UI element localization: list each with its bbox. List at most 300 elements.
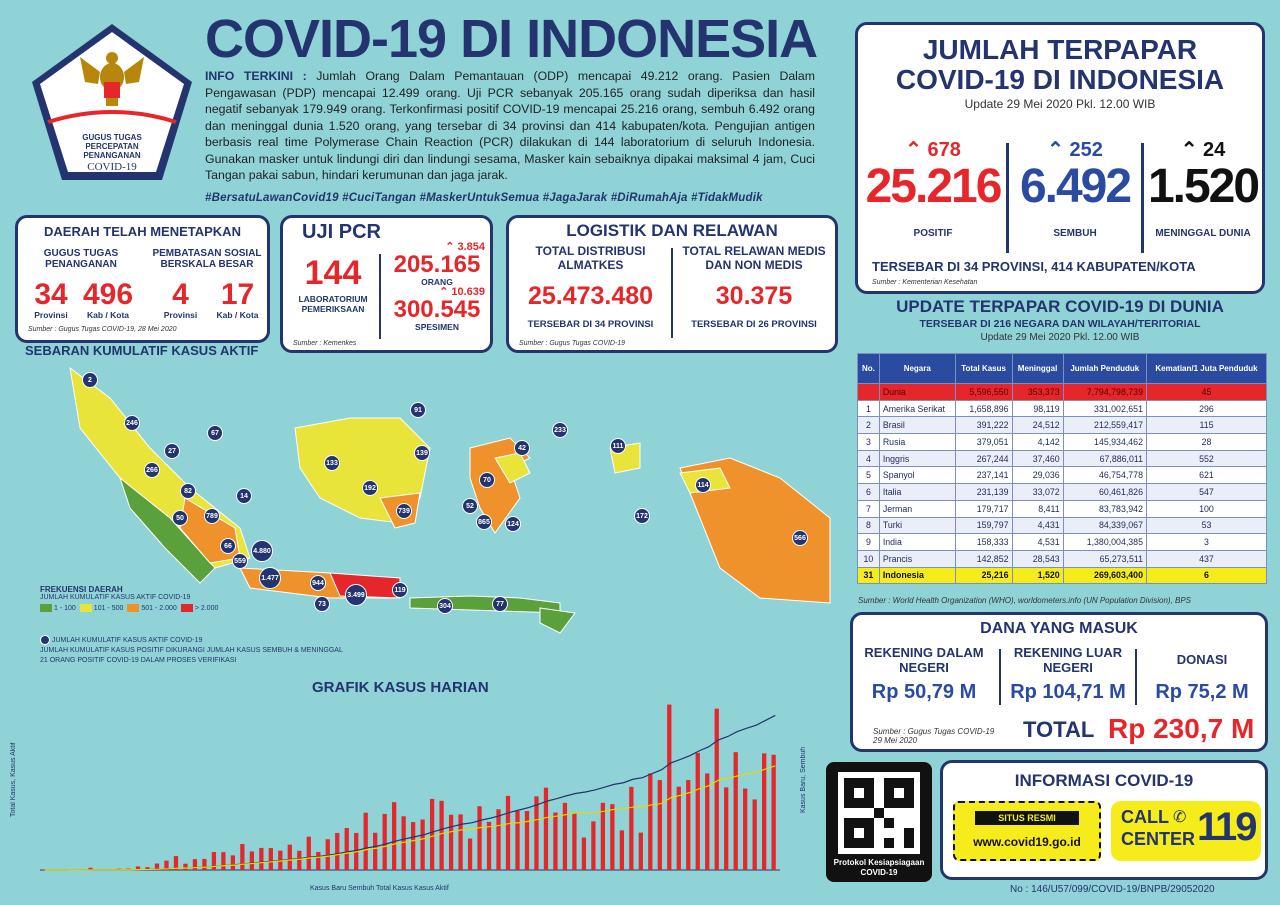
bar-kasus-baru	[345, 828, 349, 870]
map-note-2: 21 ORANG POSITIF COVID-19 DALAM PROSES VERIFIKASI	[40, 656, 237, 664]
info-card	[940, 760, 1268, 880]
bar-kasus-baru	[544, 788, 548, 870]
summary-title-2: COVID-19 DI INDONESIA	[895, 64, 1225, 95]
line-kasus-aktif	[45, 766, 776, 870]
logistik-source: Sumber : Gugus Tugas COVID-19	[519, 340, 626, 347]
daerah-stat-4	[210, 280, 265, 320]
world-title: UPDATE TERPAPAR COVID-19 DI DUNIA	[896, 297, 1224, 316]
bar-kasus-baru	[364, 813, 368, 870]
spread-text: TERSEBAR DI 34 PROVINSI, 414 KABUPATEN/KOTA	[872, 259, 1196, 274]
table-row	[858, 417, 1267, 434]
positif-delta: 678	[927, 139, 961, 161]
table-cell: 547	[1146, 484, 1266, 501]
case-bubble: 4.880	[251, 540, 273, 562]
dana-h3: DONASI	[1176, 652, 1228, 667]
case-bubble: 114	[695, 477, 711, 493]
bar-kasus-baru	[221, 852, 225, 870]
table-cell: 1,520	[1012, 567, 1063, 584]
meninggal-value: 1.520	[1147, 160, 1259, 213]
almatkes-block	[513, 244, 668, 330]
bar-kasus-baru	[193, 859, 197, 870]
bar-kasus-baru	[658, 780, 662, 870]
daerah-card	[15, 215, 270, 343]
daerah-unit-2: Kab / Kota	[86, 310, 130, 320]
situs-label: SITUS RESMI	[975, 811, 1079, 825]
table-cell: 100	[1146, 500, 1266, 517]
situs-resmi-link[interactable]	[953, 801, 1101, 861]
table-cell: 7,794,798,739	[1063, 384, 1146, 401]
table-cell: 6	[1146, 567, 1266, 584]
table-cell: 5	[858, 467, 880, 484]
divider	[379, 254, 381, 339]
bubble-legend: JUMLAH KUMULATIF KASUS AKTIF COVID-19	[51, 636, 203, 644]
labs-value: 144	[304, 254, 362, 292]
table-cell: 353,373	[1012, 384, 1063, 401]
qr-card[interactable]	[826, 762, 932, 882]
table-cell: 4,142	[1012, 434, 1063, 451]
almatkes-value: 25.473.480	[527, 282, 654, 310]
pcr-orang-label: ORANG	[421, 277, 453, 287]
doc-number: No : 146/U57/099/COVID-19/BNPB/29052020	[1010, 884, 1215, 895]
table-cell: 25,216	[955, 567, 1012, 584]
positif-label: POSITIF	[913, 228, 953, 239]
bar-kasus-baru	[383, 814, 387, 870]
table-header: Negara	[879, 354, 955, 384]
qr-caption: Protokol Kesiapsiagaan COVID-19	[833, 858, 925, 877]
bar-kasus-baru	[743, 789, 747, 870]
table-cell: 45	[1146, 384, 1266, 401]
qr-code-icon	[838, 772, 920, 854]
logistik-title: LOGISTIK DAN RELAWAN	[566, 221, 778, 240]
table-cell: 159,797	[955, 517, 1012, 534]
bar-kasus-baru	[487, 822, 491, 870]
case-bubble: 1.477	[259, 567, 281, 589]
table-cell: 552	[1146, 450, 1266, 467]
table-cell: 28	[1146, 434, 1266, 451]
hashtags: #BersatuLawanCovid19 #CuciTangan #MaskerUntukSemua #JagaJarak #DiRumahAja #TidakMudik	[205, 192, 763, 204]
case-bubble: 3.499	[345, 584, 367, 606]
call-number: 119	[1197, 805, 1256, 849]
bar-kasus-baru	[307, 837, 311, 870]
world-table-header	[858, 354, 1267, 384]
case-bubble: 233	[552, 422, 568, 438]
bubble-icon	[40, 635, 50, 645]
legend-items	[40, 604, 270, 612]
bar-kasus-baru	[572, 813, 576, 870]
table-cell: 179,717	[955, 500, 1012, 517]
daerah-value-2: 496	[82, 278, 134, 311]
table-cell: 9	[858, 534, 880, 551]
bar-kasus-baru	[496, 809, 500, 870]
legend-label: 501 - 2.000	[141, 604, 177, 612]
table-cell: 437	[1146, 550, 1266, 567]
meninggal-label: MENINGGAL DUNIA	[1155, 228, 1251, 239]
relawan-block	[675, 244, 833, 330]
table-cell: 115	[1146, 417, 1266, 434]
table-cell: Rusia	[879, 434, 955, 451]
bar-kasus-baru	[525, 811, 529, 870]
case-bubble: 70	[479, 472, 495, 488]
info-label: INFO TERKINI :	[205, 69, 307, 83]
table-row	[858, 484, 1267, 501]
labs-block	[287, 256, 379, 314]
table-cell: 84,339,067	[1063, 517, 1146, 534]
case-bubble: 111	[610, 438, 626, 454]
bar-kasus-baru	[563, 803, 567, 870]
table-cell: 24,512	[1012, 417, 1063, 434]
meninggal-block	[1144, 137, 1262, 239]
svg-text:PERCEPATAN: PERCEPATAN	[85, 142, 139, 151]
bar-kasus-baru	[250, 851, 254, 870]
world-table	[857, 353, 1267, 584]
table-cell: 237,141	[955, 467, 1012, 484]
bar-kasus-baru	[734, 752, 738, 870]
summary-card	[855, 22, 1265, 294]
psbb-label: PEMBATASAN SOSIAL BERSKALA BESAR	[152, 248, 262, 270]
case-bubble: 246	[124, 415, 140, 431]
bar-kasus-baru	[629, 787, 633, 870]
table-cell: India	[879, 534, 955, 551]
table-cell: 5,596,550	[955, 384, 1012, 401]
daerah-source: Sumber : Gugus Tugas COVID-19, 28 Mei 2020	[28, 326, 177, 333]
case-bubble: 119	[392, 582, 408, 598]
bar-kasus-baru	[648, 773, 652, 870]
table-cell: 6	[858, 484, 880, 501]
table-cell: 1,380,004,385	[1063, 534, 1146, 551]
table-row	[858, 450, 1267, 467]
world-update: Update 29 Mei 2020 Pkl. 12.00 WIB	[980, 332, 1140, 343]
table-cell: 379,051	[955, 434, 1012, 451]
total-label: TOTAL	[1023, 717, 1095, 742]
case-bubble: 91	[410, 402, 426, 418]
bar-kasus-baru	[468, 839, 472, 870]
table-header: Total Kasus	[955, 354, 1012, 384]
sembuh-delta: 252	[1069, 139, 1103, 161]
pcr-spesimen-label: SPESIMEN	[415, 322, 459, 332]
table-cell: 4,431	[1012, 517, 1063, 534]
bar-kasus-baru	[202, 859, 206, 870]
table-row	[858, 500, 1267, 517]
pcr-title: UJI PCR	[302, 221, 381, 243]
table-cell: 1	[858, 400, 880, 417]
map-legend	[40, 585, 270, 612]
case-bubble: 42	[514, 440, 530, 456]
table-cell: 8	[858, 517, 880, 534]
case-bubble: 67	[207, 425, 223, 441]
table-row	[858, 534, 1267, 551]
case-bubble: 50	[172, 510, 188, 526]
case-bubble: 139	[414, 445, 430, 461]
dana-v2: Rp 104,71 M	[1010, 681, 1126, 703]
bar-kasus-baru	[183, 864, 187, 870]
legend-label: 101 - 500	[93, 604, 124, 612]
sembuh-block	[1010, 137, 1140, 239]
dana-title: DANA YANG MASUK	[980, 620, 1138, 637]
daerah-stat-1	[26, 280, 76, 320]
table-cell: 31	[858, 567, 880, 584]
case-bubble: 304	[437, 598, 453, 614]
bar-kasus-baru	[506, 796, 510, 870]
bar-kasus-baru	[715, 709, 719, 870]
table-cell: 145,934,462	[1063, 434, 1146, 451]
table-cell	[858, 384, 880, 401]
table-cell: 231,139	[955, 484, 1012, 501]
bar-kasus-baru	[515, 811, 519, 870]
case-bubble: 192	[362, 480, 378, 496]
bar-kasus-baru	[316, 852, 320, 870]
bar-kasus-baru	[269, 848, 273, 870]
bar-kasus-baru	[601, 803, 605, 870]
case-bubble: 52	[462, 498, 478, 514]
relawan-value: 30.375	[715, 282, 793, 310]
call-label: CALL	[1121, 807, 1169, 827]
chart-title: GRAFIK KASUS HARIAN	[312, 679, 489, 696]
info-terkini	[205, 68, 815, 184]
table-cell: 28,543	[1012, 550, 1063, 567]
table-cell: 33,072	[1012, 484, 1063, 501]
pcr-card	[280, 215, 493, 353]
divider	[999, 649, 1001, 705]
daily-chart	[10, 695, 815, 900]
summary-source: Sumber : Kementerian Kesehatan	[872, 279, 978, 286]
indonesia-map	[0, 358, 850, 658]
case-bubble: 82	[180, 483, 196, 499]
bar-kasus-baru	[439, 801, 443, 870]
legend-item	[127, 604, 176, 612]
dana-source: Sumber : Gugus Tugas COVID-19 29 Mei 2020	[873, 727, 995, 745]
bar-kasus-baru	[677, 787, 681, 870]
table-cell: 158,333	[955, 534, 1012, 551]
legend-label: 1 - 100	[54, 604, 76, 612]
daerah-title: DAERAH TELAH MENETAPKAN	[44, 224, 241, 239]
meninggal-delta: 24	[1203, 139, 1226, 161]
table-row	[858, 434, 1267, 451]
table-cell: 98,119	[1012, 400, 1063, 417]
logistik-card	[506, 215, 838, 353]
bar-kasus-baru	[639, 833, 643, 870]
table-cell: 621	[1146, 467, 1266, 484]
case-bubble: 559	[232, 553, 248, 569]
up-arrow-icon: ⌃	[1180, 139, 1198, 161]
table-cell: 8,411	[1012, 500, 1063, 517]
chart-legend: Kasus Baru Sembuh Total Kasus Kasus Aktif	[310, 885, 449, 892]
table-cell: 37,460	[1012, 450, 1063, 467]
gugus-tugas-logo	[30, 22, 195, 182]
case-bubble: 124	[505, 516, 521, 532]
case-bubble: 789	[204, 508, 220, 524]
table-cell: 4,531	[1012, 534, 1063, 551]
positif-value: 25.216	[865, 160, 1001, 213]
bar-kasus-baru	[553, 813, 557, 870]
bar-kasus-baru	[477, 806, 481, 870]
summary-update: Update 29 Mei 2020 Pkl. 12.00 WIB	[964, 97, 1156, 111]
table-cell: 391,222	[955, 417, 1012, 434]
table-cell: 60,461,826	[1063, 484, 1146, 501]
almatkes-footer: TERSEBAR DI 34 PROVINSI	[527, 319, 654, 330]
bar-kasus-baru	[724, 787, 728, 870]
table-cell: Spanyol	[879, 467, 955, 484]
page-title: COVID-19 DI INDONESIA	[205, 9, 818, 69]
case-bubble: 566	[792, 530, 808, 546]
legend-swatch	[40, 604, 52, 612]
table-header: No.	[858, 354, 880, 384]
pcr-orang-value: 205.165	[393, 251, 481, 278]
bar-kasus-baru	[392, 802, 396, 870]
info-text: Jumlah Orang Dalam Pemantauan (ODP) mencapai 49.212 orang. Pasien Dalam Pengawasan (PDP) mencapai 12.499 orang. Uji PCR sebanyak 205.165 orang sudah diperiksa dan hasil negatif sebanyak 179.949 orang. Terkonfirmasi positif COVID-19 mencapai 25.216 orang, sembuh 6.492 orang dan meninggal dunia 1.520 orang, yang tersebar di 34 provinsi dan 414 kabupaten/kota. Pengujian antigen berbasis real time Polymerase Chain Reaction (PCR) dilakukan di 144 laboratorium di seluruh Indonesia. Gunakan masker untuk lindungi diri dan lindungi sesama, Masker kain sebaiknya dipakai maksimal 4 jam, Cuci Tangan pakai sabun, hindari kerumunan dan jaga jarak.	[205, 69, 815, 182]
case-bubble: 133	[324, 455, 340, 471]
table-cell: Prancis	[879, 550, 955, 567]
table-cell: 7	[858, 500, 880, 517]
legend-label: > 2.000	[194, 604, 219, 612]
table-cell: Indonesia	[879, 567, 955, 584]
world-source: Sumber : World Health Organization (WHO), worldometers.info (UN Population Division), BPS	[858, 596, 1192, 605]
bar-kasus-baru	[696, 753, 700, 870]
table-cell: Brasil	[879, 417, 955, 434]
line-total-kasus	[45, 715, 776, 870]
total-value: Rp 230,7 M	[1108, 713, 1255, 744]
bar-kasus-baru	[212, 852, 216, 870]
table-cell: Italia	[879, 484, 955, 501]
table-cell: 1,658,896	[955, 400, 1012, 417]
legend-title: FREKUENSI DAERAH	[40, 585, 123, 594]
table-row	[858, 384, 1267, 401]
case-bubble: 865	[476, 514, 492, 530]
table-cell: 83,783,942	[1063, 500, 1146, 517]
table-cell: 46,754,778	[1063, 467, 1146, 484]
bar-kasus-baru	[772, 755, 776, 870]
dana-dalam-negeri	[859, 645, 989, 704]
table-cell: Jerman	[879, 500, 955, 517]
world-subtitle: TERSEBAR DI 216 NEGARA DAN WILAYAH/TERITORIAL	[919, 318, 1201, 330]
up-arrow-icon: ⌃	[1047, 139, 1064, 161]
bar-kasus-baru	[753, 799, 757, 870]
daerah-value-4: 17	[220, 278, 255, 311]
pcr-source: Sumber : Kemenkes	[293, 340, 357, 347]
case-bubble: 27	[164, 443, 180, 459]
case-bubble: 73	[314, 596, 330, 612]
table-header: Jumlah Penduduk	[1063, 354, 1146, 384]
pcr-spesimen-value: 300.545	[393, 296, 481, 323]
relawan-footer: TERSEBAR DI 26 PROVINSI	[691, 319, 817, 330]
bar-kasus-baru	[458, 814, 462, 870]
bar-kasus-baru	[705, 773, 709, 870]
daerah-unit-4: Kab / Kota	[216, 310, 259, 320]
case-bubble: 266	[144, 462, 160, 478]
relawan-label: TOTAL RELAWAN MEDIS DAN NON MEDIS	[682, 244, 826, 272]
table-cell: 269,603,400	[1063, 567, 1146, 584]
table-cell: 296	[1146, 400, 1266, 417]
legend-subtitle: JUMLAH KUMULATIF KASUS AKTIF COVID-19	[40, 594, 191, 601]
svg-text:GUGUS TUGAS: GUGUS TUGAS	[82, 133, 142, 142]
bar-kasus-baru	[297, 851, 301, 870]
legend-swatch	[127, 604, 139, 612]
table-row	[858, 467, 1267, 484]
bar-kasus-baru	[335, 833, 339, 870]
table-row	[858, 400, 1267, 417]
case-bubble: 2	[82, 372, 98, 388]
case-bubble: 77	[492, 596, 508, 612]
table-header: Kematian/1 Juta Penduduk	[1146, 354, 1266, 384]
bar-kasus-baru	[620, 830, 624, 870]
table-cell: Amerika Serikat	[879, 400, 955, 417]
table-cell: 331,002,651	[1063, 400, 1146, 417]
table-row	[858, 567, 1267, 584]
bar-kasus-baru	[231, 855, 235, 870]
daerah-unit-1: Provinsi	[34, 310, 68, 320]
bar-kasus-baru	[259, 848, 263, 870]
map-notes	[40, 635, 470, 666]
table-cell: 67,886,011	[1063, 450, 1146, 467]
bar-kasus-baru	[420, 820, 424, 870]
pcr-orang-delta: 3.854	[457, 241, 485, 253]
bar-kasus-baru	[582, 838, 586, 870]
table-cell: 3	[1146, 534, 1266, 551]
sembuh-label: SEMBUH	[1053, 228, 1097, 239]
case-bubble: 14	[236, 488, 252, 504]
dana-card	[850, 612, 1268, 752]
table-cell: 3	[858, 434, 880, 451]
legend-item	[40, 604, 76, 612]
table-cell: 4	[858, 450, 880, 467]
table-cell: 53	[1146, 517, 1266, 534]
table-cell: 142,852	[955, 550, 1012, 567]
divider	[671, 248, 673, 338]
situs-url: www.covid19.go.id	[973, 835, 1081, 849]
table-cell: 267,244	[955, 450, 1012, 467]
bar-kasus-baru	[667, 705, 671, 870]
center-label: CENTER	[1121, 829, 1196, 849]
legend-swatch	[181, 604, 193, 612]
case-bubble: 739	[396, 503, 412, 519]
daerah-value-1: 34	[34, 278, 68, 311]
case-bubble: 172	[634, 508, 650, 524]
pcr-spesimen-delta: 10.639	[451, 286, 485, 298]
table-cell: Inggris	[879, 450, 955, 467]
divider	[1006, 143, 1009, 253]
call-center-button[interactable]	[1111, 801, 1261, 861]
positif-block	[862, 137, 1004, 239]
table-header: Meninggal	[1012, 354, 1063, 384]
table-row	[858, 550, 1267, 567]
legend-item	[80, 604, 124, 612]
bar-kasus-baru	[288, 845, 292, 870]
dana-v3: Rp 75,2 M	[1155, 681, 1249, 703]
bar-kasus-baru	[591, 821, 595, 870]
bar-kasus-baru	[449, 815, 453, 870]
table-cell: Turki	[879, 517, 955, 534]
bar-kasus-baru	[373, 833, 377, 870]
daerah-value-3: 4	[172, 278, 189, 311]
table-cell: Dunia	[879, 384, 955, 401]
almatkes-label: TOTAL DISTRIBUSI ALMATKES	[535, 244, 646, 272]
table-cell: 29,036	[1012, 467, 1063, 484]
dana-h1: REKENING DALAM NEGERI	[864, 645, 984, 675]
map-title: SEBARAN KUMULATIF KASUS AKTIF	[25, 343, 259, 358]
bar-kasus-baru	[610, 804, 614, 870]
chart-ylabel-right: Kasus Baru, Sembuh	[800, 746, 807, 814]
svg-text:PENANGANAN: PENANGANAN	[83, 151, 141, 160]
dana-luar-negeri	[1003, 645, 1133, 704]
bar-kasus-baru	[411, 822, 415, 870]
dana-donasi	[1139, 645, 1265, 704]
info-title: INFORMASI COVID-19	[1014, 771, 1194, 790]
dana-v1: Rp 50,79 M	[871, 681, 977, 703]
bar-kasus-baru	[534, 796, 538, 870]
pcr-orang-block: ⌃ 3.854 205.165 ORANG ⌃ 10.639 300.545 SPESIMEN	[383, 242, 491, 332]
gugus-tugas-label: GUGUS TUGAS PENANGANAN	[43, 248, 119, 270]
table-cell: 10	[858, 550, 880, 567]
svg-text:COVID-19: COVID-19	[87, 161, 137, 173]
